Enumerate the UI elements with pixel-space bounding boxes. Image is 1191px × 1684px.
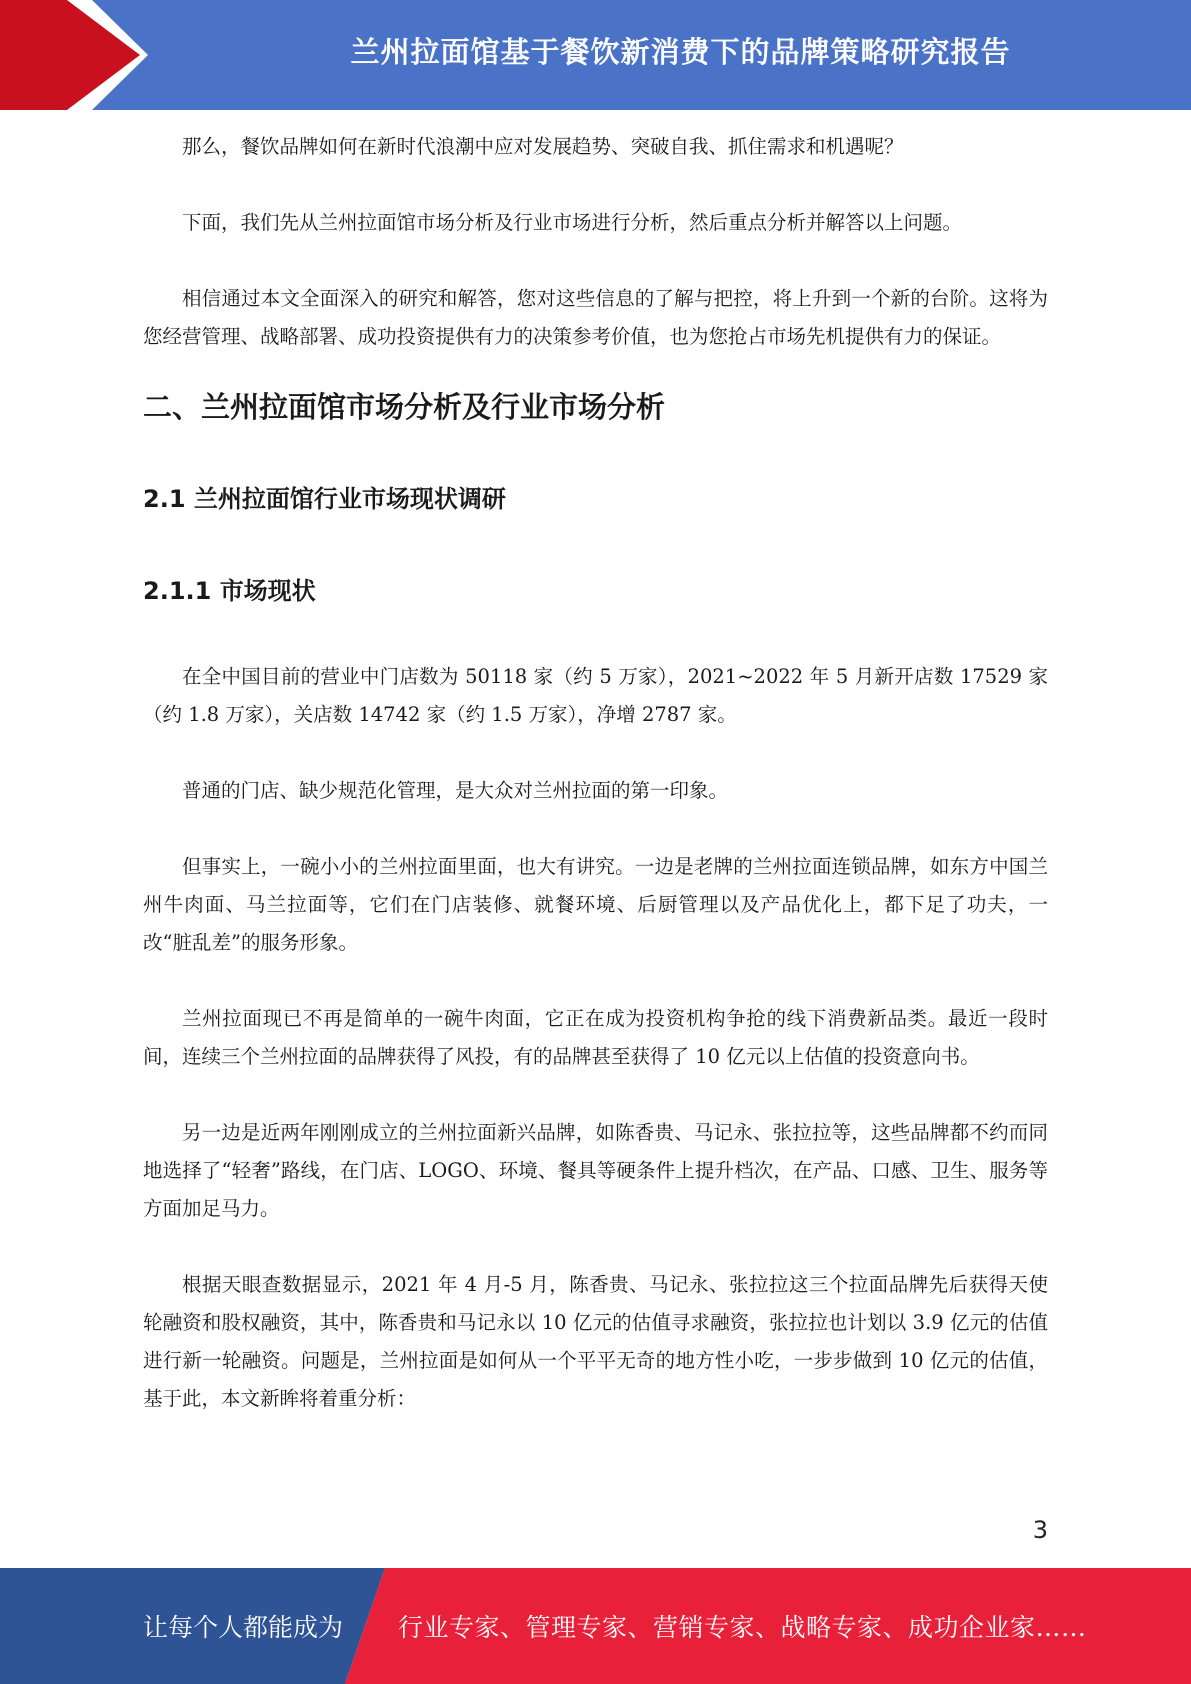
footer-slogan-right: 行业专家、管理专家、营销专家、战略专家、成功企业家…… — [398, 1613, 1087, 1642]
section-heading: 二、兰州拉面馆市场分析及行业市场分析 — [143, 390, 666, 424]
paragraph: 普通的门店、缺少规范化管理，是大众对兰州拉面的第一印象。 — [182, 779, 729, 802]
paragraph: 根据天眼查数据显示，2021 年 4 月-5 月，陈香贵、马记永、张拉拉这三个拉面品牌先后获得天使轮融资和股权融资，其中，陈香贵和马记永以 10 亿元的估值寻求融资，张拉拉也计划以 3.9 亿元的估值进行新一轮融资。问题是，兰州拉面是如何从一个平平无奇的地方性小吃，一步步做到 10 亿元的估值，基于此，本文新眸将着重分析： — [143, 1273, 1048, 1410]
subsection-heading: 2.1 兰州拉面馆行业市场现状调研 — [143, 485, 506, 513]
paragraph: 但事实上，一碗小小的兰州拉面里面，也大有讲究。一边是老牌的兰州拉面连锁品牌，如东方中国兰州牛肉面、马兰拉面等，它们在门店装修、就餐环境、后厨管理以及产品优化上，都下足了功夫，一改“脏乱差”的服务形象。 — [143, 855, 1048, 954]
footer-slogan-left: 让每个人都能成为 — [143, 1613, 344, 1642]
paragraph: 那么，餐饮品牌如何在新时代浪潮中应对发展趋势、突破自我、抓住需求和机遇呢？ — [182, 135, 904, 158]
page-number: 3 — [1032, 1516, 1048, 1544]
header-banner — [0, 0, 1191, 110]
subsubsection-heading: 2.1.1 市场现状 — [143, 577, 316, 605]
paragraph: 相信通过本文全面深入的研究和解答，您对这些信息的了解与把控，将上升到一个新的台阶。这将为您经营管理、战略部署、成功投资提供有力的决策参考价值，也为您抢占市场先机提供有力的保证。 — [143, 287, 1048, 348]
footer-banner — [0, 1568, 1191, 1684]
report-title: 兰州拉面馆基于餐饮新消费下的品牌策略研究报告 — [350, 34, 1011, 69]
paragraph: 在全中国目前的营业中门店数为 50118 家（约 5 万家），2021~2022 年 5 月新开店数 17529 家（约 1.8 万家），关店数 14742 家（约 1.5 万家），净增 2787 家。 — [143, 665, 1048, 726]
paragraph: 另一边是近两年刚刚成立的兰州拉面新兴品牌，如陈香贵、马记永、张拉拉等，这些品牌都不约而同地选择了“轻奢”路线，在门店、LOGO、环境、餐具等硬条件上提升档次，在产品、口感、卫生、服务等方面加足马力。 — [143, 1121, 1048, 1220]
page-content — [143, 128, 1048, 1418]
chevron-arrow-icon — [0, 0, 160, 110]
paragraph: 兰州拉面现已不再是简单的一碗牛肉面，它正在成为投资机构争抢的线下消费新品类。最近一段时间，连续三个兰州拉面的品牌获得了风投，有的品牌甚至获得了 10 亿元以上估值的投资意向书。 — [143, 1007, 1048, 1068]
paragraph: 下面，我们先从兰州拉面馆市场分析及行业市场进行分析，然后重点分析并解答以上问题。 — [182, 211, 963, 234]
